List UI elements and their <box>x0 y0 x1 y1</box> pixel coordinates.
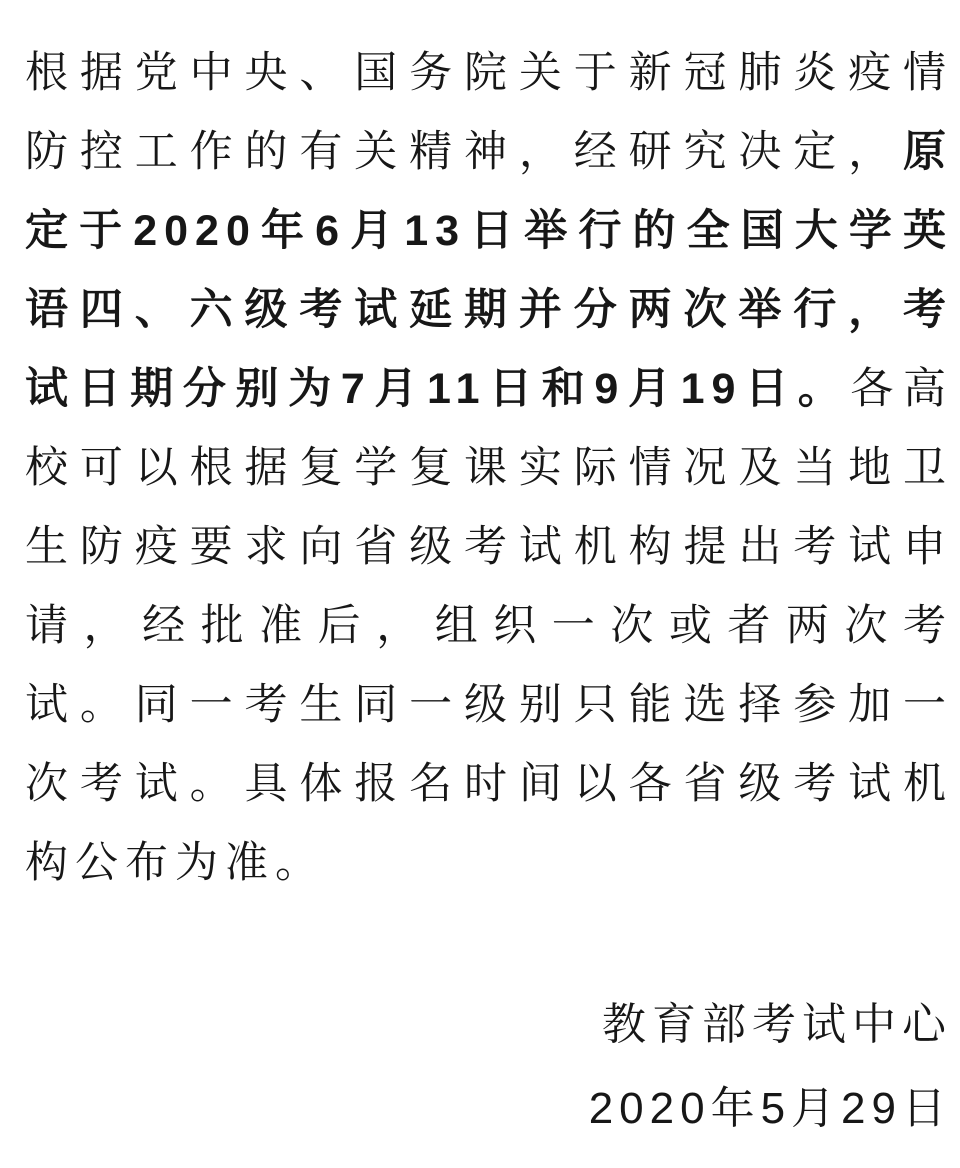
text-segment: 次考试。具体报名时间以各省级考试机 <box>25 760 953 808</box>
paragraph-line <box>25 271 953 350</box>
text-segment: 生防疫要求向省级考试机构提出考试申 <box>25 523 953 571</box>
paragraph-line <box>25 666 953 745</box>
bold-text-segment: 试日期分别为7月11日和9月19日。 <box>25 365 851 413</box>
signature-block <box>25 983 952 1151</box>
text-segment: 防控工作的有关精神，经研究决定， <box>25 128 903 176</box>
text-segment: 请，经批准后，组织一次或者两次考 <box>25 602 953 650</box>
text-segment: 根据党中央、国务院关于新冠肺炎疫情 <box>25 49 953 97</box>
bold-text-segment: 语四、六级考试延期并分两次举行，考 <box>25 286 953 334</box>
paragraph-line <box>25 508 953 587</box>
bold-text-segment: 原 <box>903 128 953 176</box>
paragraph-line <box>25 113 953 192</box>
paragraph-line <box>25 824 953 903</box>
text-segment: 校可以根据复学复课实际情况及当地卫 <box>25 444 953 492</box>
signature-issuer: 教育部考试中心 <box>602 1000 952 1049</box>
paragraph-line <box>25 587 953 666</box>
text-segment: 试。同一考生同一级别只能选择参加一 <box>25 681 953 729</box>
signature-date: 2020年5月29日 <box>588 1084 952 1133</box>
paragraph-line <box>25 429 953 508</box>
bold-text-segment: 定于2020年6月13日举行的全国大学英 <box>25 207 953 255</box>
paragraph-line <box>25 192 953 271</box>
paragraph-line <box>25 34 953 113</box>
notice-paragraph <box>25 34 953 903</box>
text-segment: 构公布为准。 <box>25 839 325 887</box>
text-segment: 各高 <box>850 365 953 413</box>
paragraph-line <box>25 745 953 824</box>
paragraph-line <box>25 350 953 429</box>
